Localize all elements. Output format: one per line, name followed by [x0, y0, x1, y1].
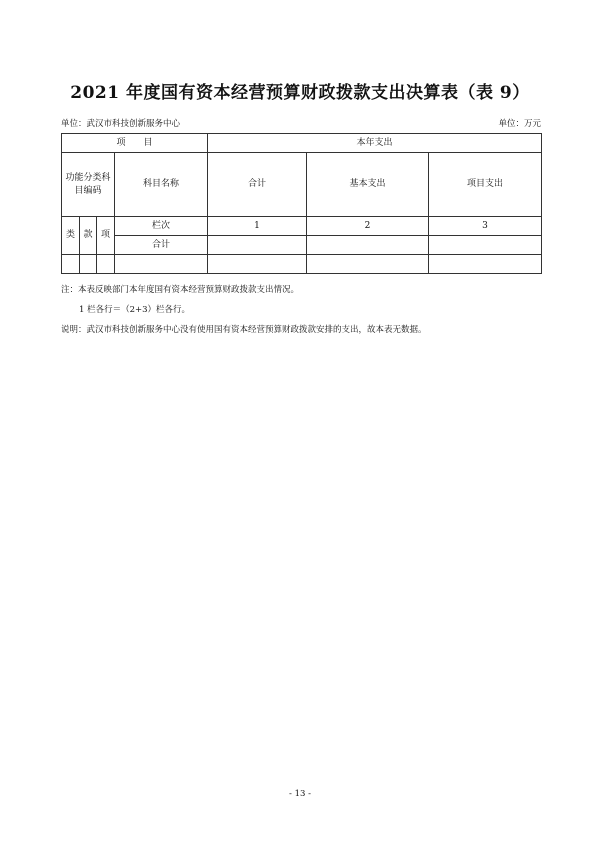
- empty-cell: [97, 255, 115, 274]
- column-number-1: 1: [208, 217, 307, 236]
- code-section-header: 款: [80, 217, 97, 255]
- total-basic-cell: [307, 236, 429, 255]
- organization-label: 单位：武汉市科技创新服务中心: [61, 119, 181, 129]
- header-total: 合计: [208, 153, 307, 217]
- header-row-1: [62, 134, 542, 153]
- empty-cell: [307, 255, 429, 274]
- empty-cell: [80, 255, 97, 274]
- column-number-3: 3: [429, 217, 542, 236]
- page-title: 2021 年度国有资本经营预算财政拨款支出决算表（表 9）: [70, 83, 530, 103]
- column-number-2: 2: [307, 217, 429, 236]
- header-project-expense: 项目支出: [429, 153, 542, 217]
- expenditure-table: [61, 133, 542, 274]
- header-item: 项 目: [62, 134, 208, 153]
- note-explanation: 说明：武汉市科技创新服务中心没有使用国有资本经营预算财政拨款安排的支出，故本表无数据。: [61, 325, 427, 335]
- empty-cell: [429, 255, 542, 274]
- total-value-cell: [208, 236, 307, 255]
- currency-unit-label: 单位：万元: [498, 119, 541, 129]
- code-class-header: 类: [62, 217, 80, 255]
- header-row-2: [62, 153, 542, 217]
- empty-cell: [208, 255, 307, 274]
- header-subject-name: 科目名称: [115, 153, 208, 217]
- column-number-row: [62, 217, 542, 236]
- total-row: [62, 236, 542, 255]
- code-item-header: 项: [97, 217, 115, 255]
- empty-cell: [115, 255, 208, 274]
- column-number-label: 栏次: [115, 217, 208, 236]
- header-function-code: 功能分类科目编码: [62, 153, 115, 217]
- total-row-label: 合计: [115, 236, 208, 255]
- note-formula: 1 栏各行＝（2+3）栏各行。: [79, 305, 191, 315]
- empty-cell: [62, 255, 80, 274]
- note-scope: 注：本表反映部门本年度国有资本经营预算财政拨款支出情况。: [61, 285, 300, 295]
- total-project-cell: [429, 236, 542, 255]
- table-row: [62, 255, 542, 274]
- page-number: - 13 -: [289, 789, 311, 799]
- header-basic-expense: 基本支出: [307, 153, 429, 217]
- unit-row: [61, 117, 541, 129]
- header-current-year-expense: 本年支出: [208, 134, 542, 153]
